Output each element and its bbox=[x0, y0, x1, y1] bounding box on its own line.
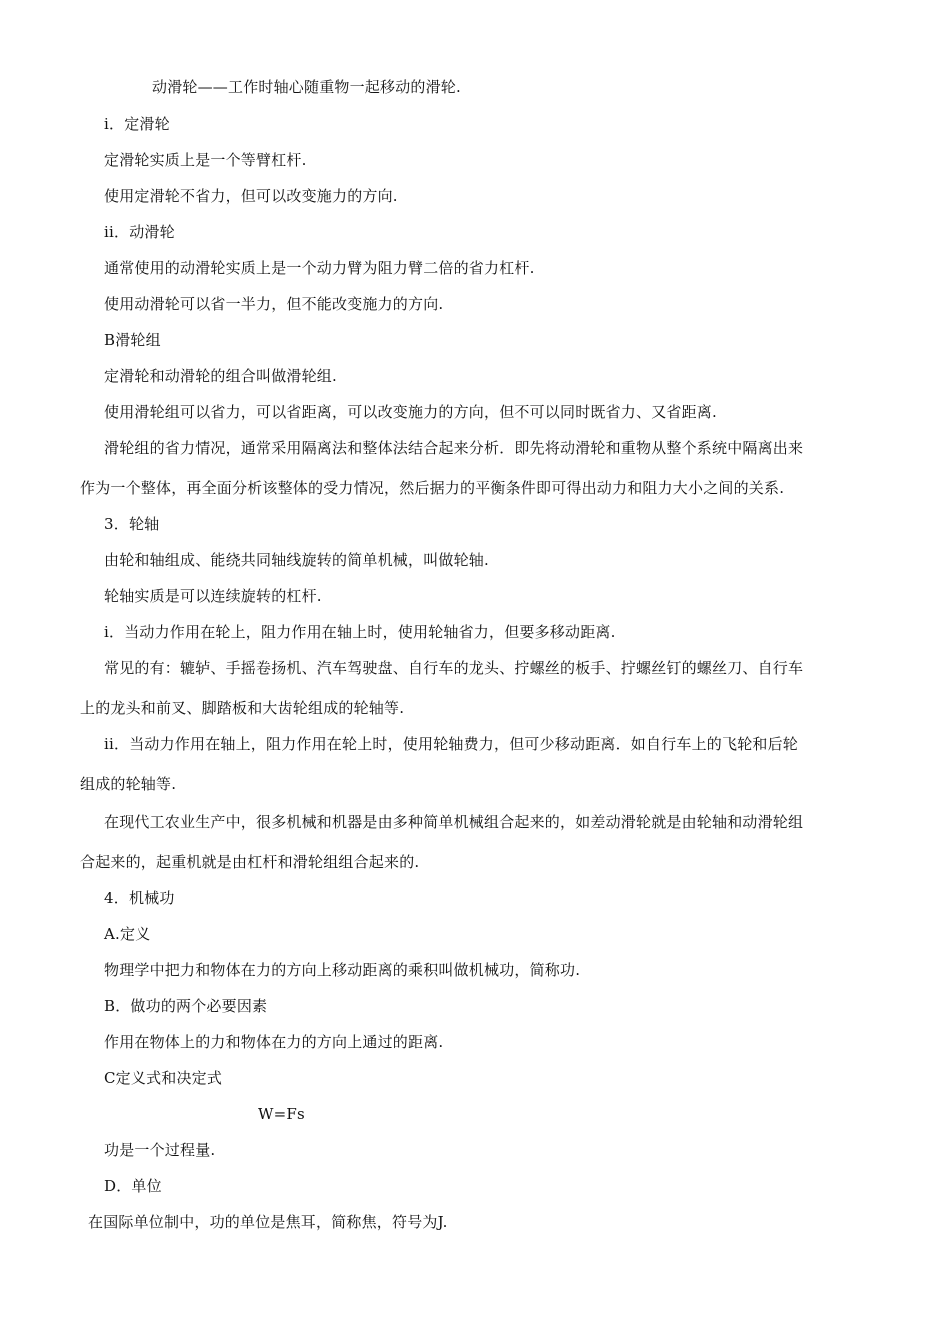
heading-formula: C定义式和决定式 bbox=[104, 1069, 223, 1087]
heading-work-factors: B．做功的两个必要因素 bbox=[104, 997, 268, 1015]
paragraph-wheel-axle-case-2-2: 组成的轮轴等. bbox=[80, 775, 177, 793]
paragraph-pulley-block-definition: 定滑轮和动滑轮的组合叫做滑轮组. bbox=[104, 367, 337, 385]
paragraph-fixed-pulley-usage: 使用定滑轮不省力，但可以改变施力的方向. bbox=[104, 187, 398, 205]
paragraph-common-examples-2: 上的龙头和前叉、脚踏板和大齿轮组成的轮轴等. bbox=[80, 699, 405, 717]
paragraph-wheel-axle-lever: 轮轴实质是可以连续旋转的杠杆. bbox=[104, 587, 322, 605]
paragraph-pulley-block-analysis-2: 作为一个整体，再全面分析该整体的受力情况，然后据力的平衡条件即可得出动力和阻力大小之间的关系. bbox=[80, 479, 785, 497]
paragraph-work-unit: 在国际单位制中，功的单位是焦耳，简称焦，符号为J. bbox=[88, 1213, 448, 1231]
paragraph-fixed-pulley-lever: 定滑轮实质上是一个等臂杠杆. bbox=[104, 151, 307, 169]
paragraph-modern-machines-2: 合起来的，起重机就是由杠杆和滑轮组组合起来的. bbox=[80, 853, 420, 871]
paragraph-wheel-axle-case-1: i．当动力作用在轮上，阻力作用在轴上时，使用轮轴省力，但要多移动距离. bbox=[104, 623, 616, 641]
paragraph-movable-pulley-usage: 使用动滑轮可以省一半力，但不能改变施力的方向. bbox=[104, 295, 444, 313]
paragraph-wheel-axle-case-2-1: ii．当动力作用在轴上，阻力作用在轮上时，使用轮轴费力，但可少移动距离．如自行车上的飞轮和后轮 bbox=[104, 735, 798, 753]
formula-work: W=Fs bbox=[258, 1105, 305, 1123]
paragraph-movable-pulley-lever: 通常使用的动滑轮实质上是一个动力臂为阻力臂二倍的省力杠杆. bbox=[104, 259, 535, 277]
heading-fixed-pulley: i．定滑轮 bbox=[104, 115, 170, 133]
paragraph-wheel-axle-definition: 由轮和轴组成、能绕共同轴线旋转的简单机械，叫做轮轴. bbox=[104, 551, 489, 569]
paragraph-modern-machines-1: 在现代工农业生产中，很多机械和机器是由多种简单机械组合起来的，如差动滑轮就是由轮轴和动滑轮组 bbox=[104, 813, 804, 831]
heading-pulley-block: B滑轮组 bbox=[104, 331, 161, 349]
paragraph-movable-pulley-definition: 动滑轮——工作时轴心随重物一起移动的滑轮. bbox=[152, 78, 461, 96]
heading-movable-pulley: ii．动滑轮 bbox=[104, 223, 175, 241]
paragraph-work-factors: 作用在物体上的力和物体在力的方向上通过的距离. bbox=[104, 1033, 444, 1051]
paragraph-process-quantity: 功是一个过程量. bbox=[104, 1141, 216, 1159]
heading-wheel-and-axle: 3．轮轴 bbox=[104, 515, 160, 533]
heading-definition: A.定义 bbox=[104, 925, 151, 943]
paragraph-pulley-block-usage: 使用滑轮组可以省力，可以省距离，可以改变施力的方向，但不可以同时既省力、又省距离. bbox=[104, 403, 717, 421]
heading-unit: D．单位 bbox=[104, 1177, 162, 1195]
heading-mechanical-work: 4．机械功 bbox=[104, 889, 175, 907]
paragraph-pulley-block-analysis-1: 滑轮组的省力情况，通常采用隔离法和整体法结合起来分析．即先将动滑轮和重物从整个系统中隔离出来 bbox=[104, 439, 804, 457]
paragraph-common-examples-1: 常见的有：辘轳、手摇卷扬机、汽车驾驶盘、自行车的龙头、拧螺丝的板手、拧螺丝钉的螺丝刀、自行车 bbox=[104, 659, 804, 677]
paragraph-work-definition: 物理学中把力和物体在力的方向上移动距离的乘积叫做机械功，简称功. bbox=[104, 961, 581, 979]
